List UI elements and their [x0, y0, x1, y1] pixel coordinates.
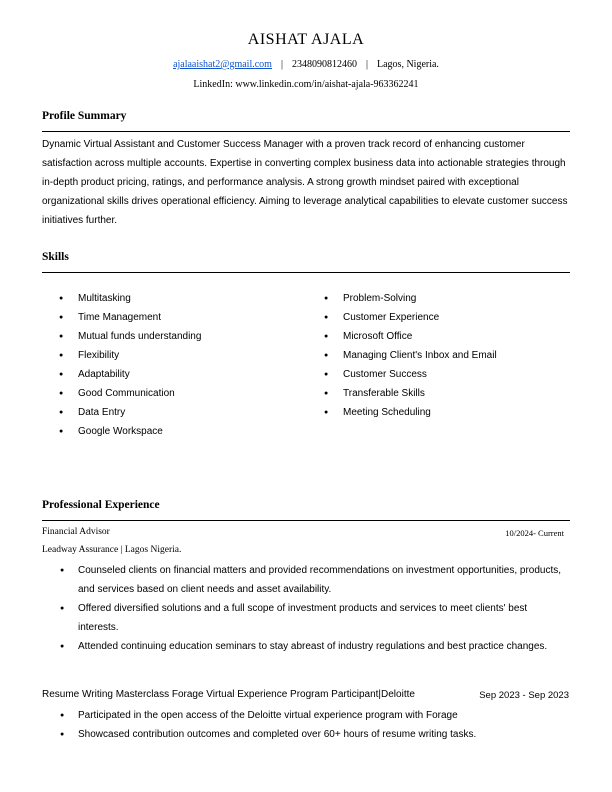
job-role: Resume Writing Masterclass Forage Virtual Experience Program Participant|Deloitte — [42, 689, 415, 700]
skill-item: ● Managing Client's Inbox and Email — [307, 346, 497, 365]
job-bullet: ● Showcased contribution outcomes and completed over 60+ hours of resume writing tasks. — [42, 725, 570, 744]
separator: | — [280, 59, 283, 70]
skill-item: ● Data Entry — [42, 403, 201, 422]
job-bullets — [42, 561, 570, 656]
skill-item: ● Adaptability — [42, 365, 201, 384]
job-bullet: ● Attended continuing education seminars to stay abreast of industry regulations and best practice changes. — [42, 637, 570, 656]
section-divider — [42, 520, 570, 521]
skill-item: ● Customer Experience — [307, 308, 497, 327]
profile-summary-text: Dynamic Virtual Assistant and Customer Success Manager with a proven track record of enhancing customer satisfaction across multiple accounts. Expertise in converting complex business data into actionable strategies through in-depth product pricing, ratings, and performance analysis. A strong growth mindset paired with exceptional organizational skills drives operational efficiency. Aiming to leverage analytical capabilities to elevate customer success initiatives further. — [42, 139, 568, 226]
linkedin-url: LinkedIn: www.linkedin.com/in/aishat-ajala-963362241 — [193, 79, 419, 90]
professional-experience-heading: Professional Experience — [42, 499, 160, 511]
job-bullet: ● Counseled clients on financial matters and provided recommendations on investment opportunities, products, and services based on client needs and asset availability. — [42, 561, 570, 599]
skill-item: ● Flexibility — [42, 346, 201, 365]
location: Lagos, Nigeria. — [377, 59, 439, 70]
section-divider — [42, 131, 570, 132]
job-company: Leadway Assurance | Lagos Nigeria. — [42, 545, 182, 555]
skill-item: ● Google Workspace — [42, 422, 201, 441]
skill-item: ● Multitasking — [42, 289, 201, 308]
email-link[interactable]: ajalaaishat2@gmail.com — [173, 59, 272, 70]
profile-summary-heading: Profile Summary — [42, 110, 127, 122]
skill-item: ● Mutual funds understanding — [42, 327, 201, 346]
skill-item: ● Problem-Solving — [307, 289, 497, 308]
separator: | — [365, 59, 368, 70]
phone-number: 2348090812460 — [291, 59, 357, 70]
skills-list-left — [42, 289, 201, 441]
job-dates: Sep 2023 - Sep 2023 — [479, 690, 569, 701]
job-role: Financial Advisor — [42, 527, 110, 537]
skill-item: ● Customer Success — [307, 365, 497, 384]
skill-item: ● Time Management — [42, 308, 201, 327]
skill-item: ● Meeting Scheduling — [307, 403, 497, 422]
job-bullet: ● Participated in the open access of the Deloitte virtual experience program with Forage — [42, 706, 570, 725]
skill-item: ● Good Communication — [42, 384, 201, 403]
skill-item: ● Transferable Skills — [307, 384, 497, 403]
job-dates: 10/2024- Current — [505, 528, 564, 538]
contact-line — [0, 59, 612, 70]
job-bullets — [42, 706, 570, 744]
skill-item: ● Microsoft Office — [307, 327, 497, 346]
section-divider — [42, 272, 570, 273]
candidate-name: AISHAT AJALA — [247, 31, 365, 48]
job-bullet: ● Offered diversified solutions and a full scope of investment products and services to meet clients' best interests. — [42, 599, 570, 637]
skills-heading: Skills — [42, 251, 69, 263]
skills-list-right — [307, 289, 497, 422]
